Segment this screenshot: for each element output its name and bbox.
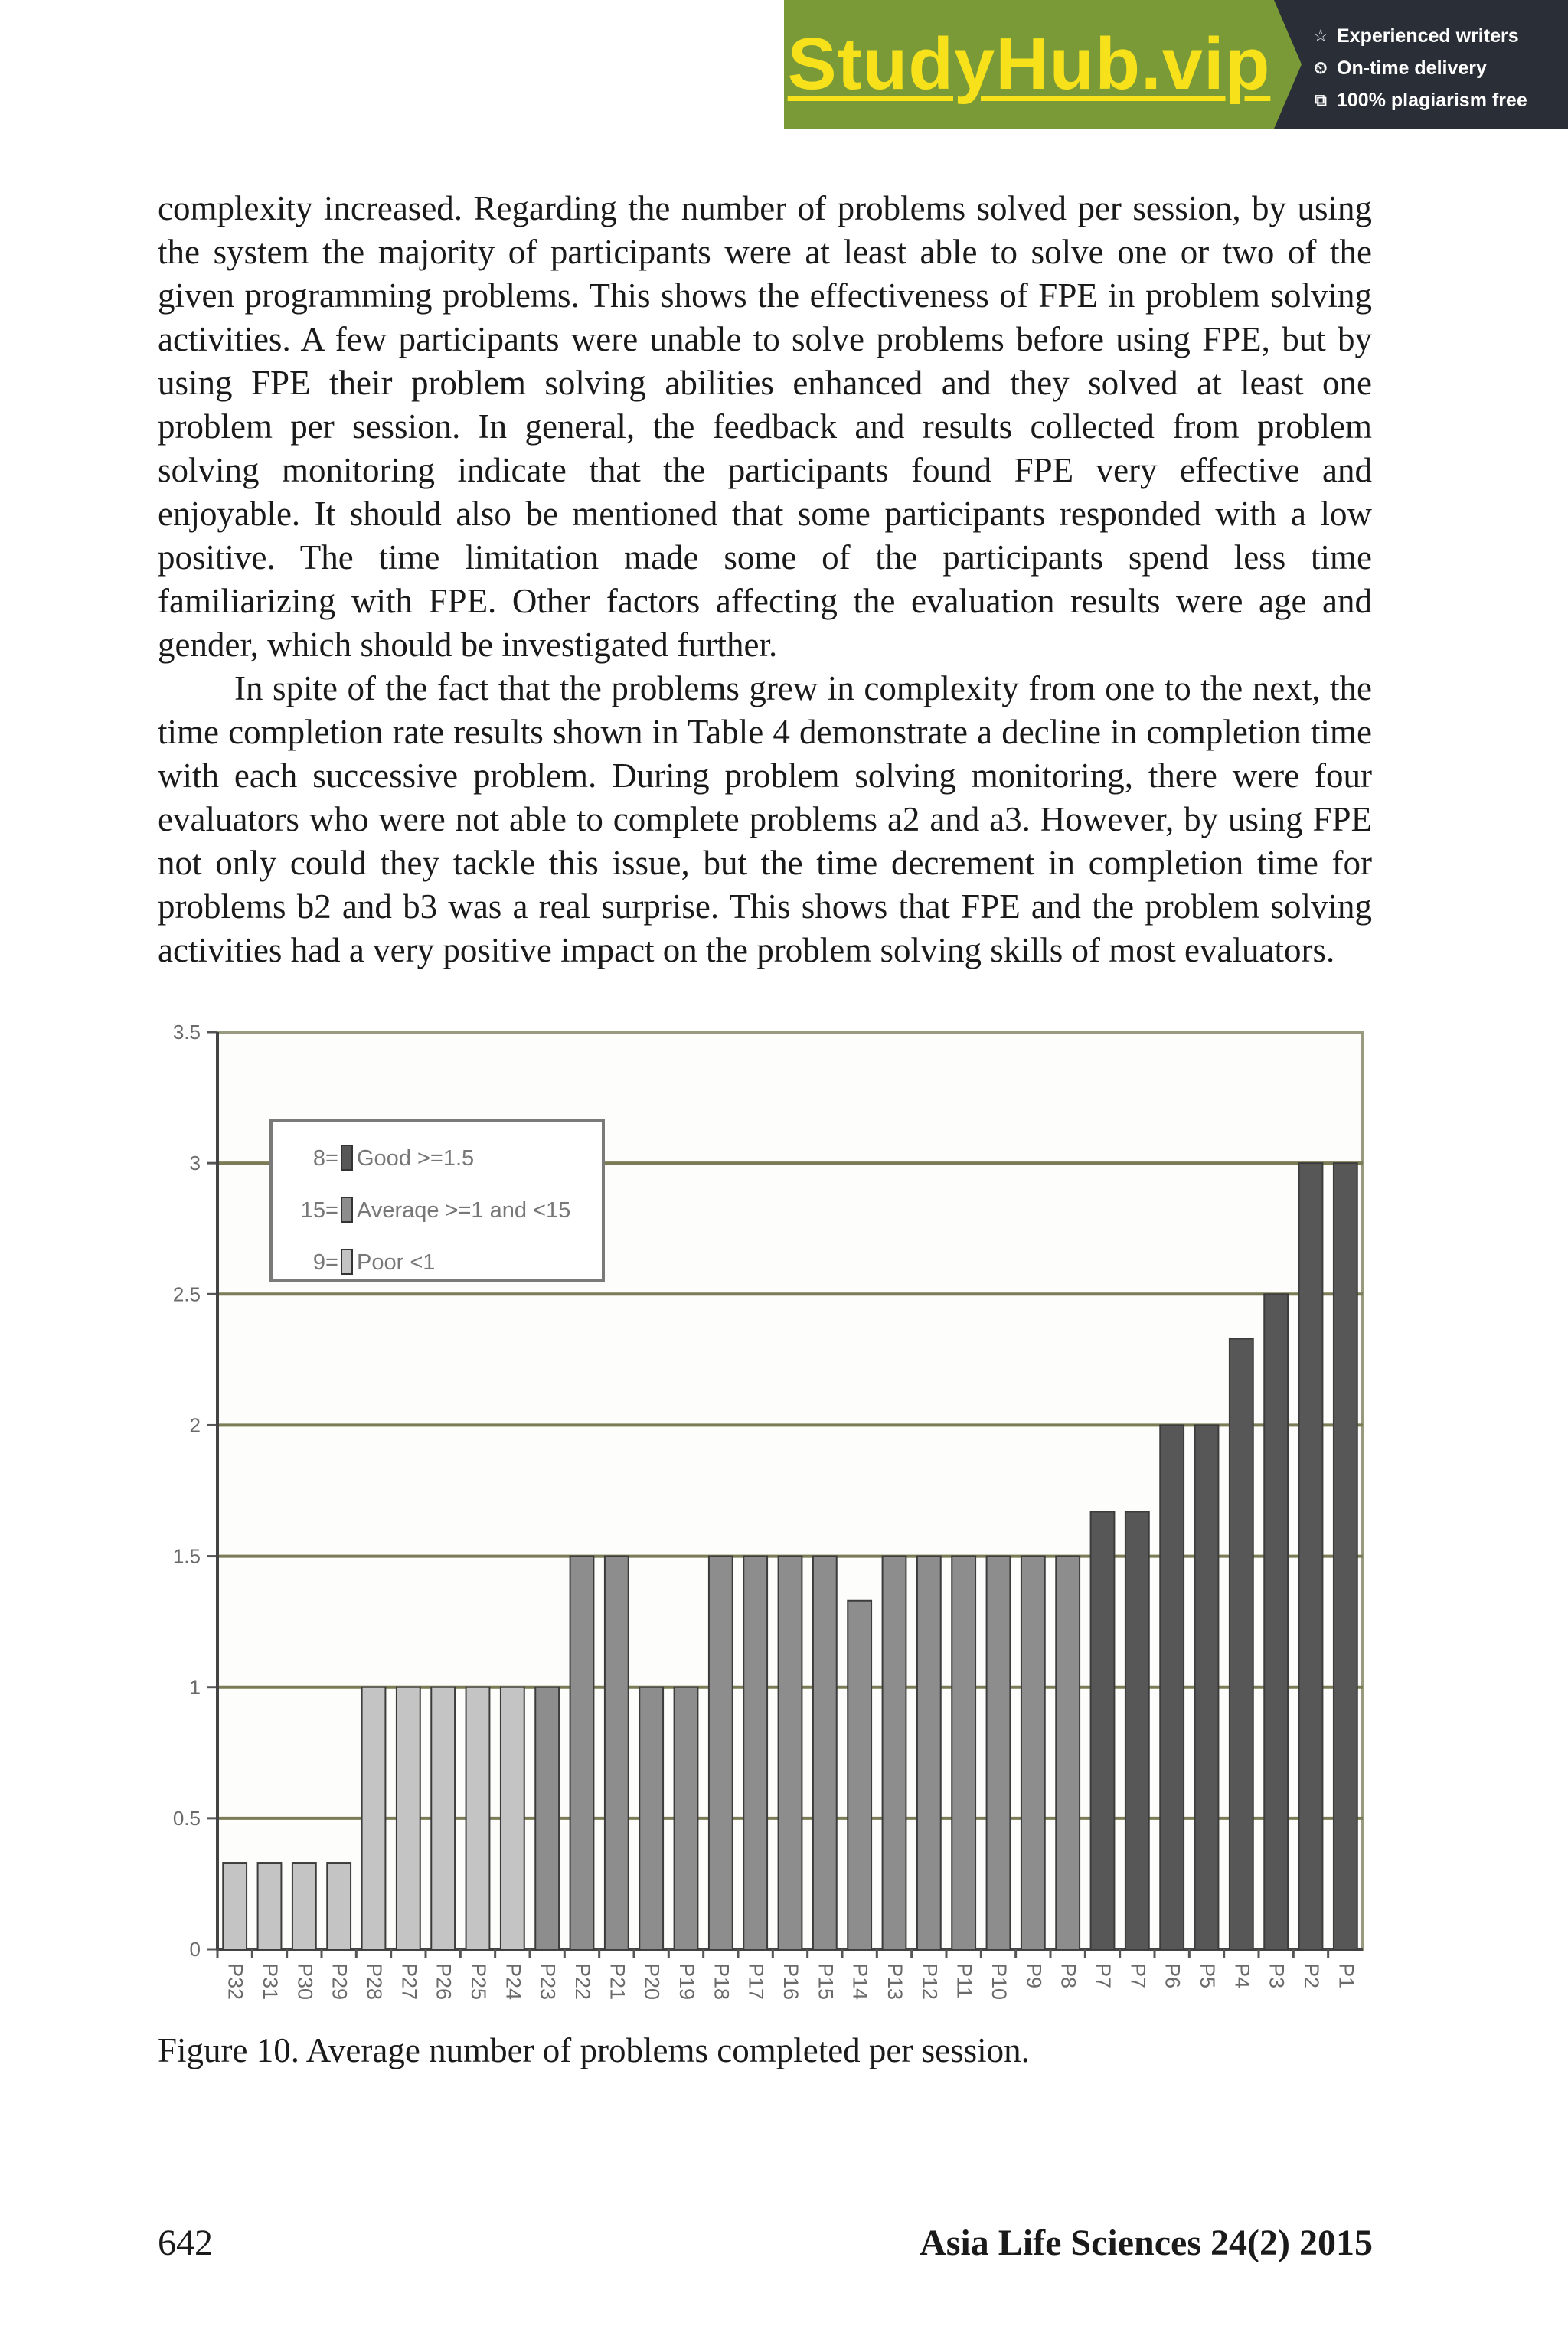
x-tick-label: P19 [675, 1963, 698, 2001]
y-tick-label: 2.5 [172, 1282, 201, 1306]
bar [605, 1557, 629, 1949]
bar [1264, 1294, 1288, 1949]
bar-chart [145, 1015, 1386, 2026]
clock-icon: ⏲ [1314, 58, 1328, 77]
bar [362, 1687, 386, 1949]
y-tick-label: 3 [189, 1152, 201, 1175]
bar [223, 1863, 247, 1949]
feature-text: On-time delivery [1337, 57, 1487, 79]
y-tick-label: 0.5 [172, 1806, 201, 1830]
x-tick-label: P10 [988, 1963, 1011, 2001]
bar [431, 1687, 455, 1949]
bar [466, 1687, 490, 1949]
y-tick-label: 1.5 [172, 1544, 201, 1568]
legend-swatch [341, 1250, 352, 1274]
feature-text: 100% plagiarism free [1337, 89, 1527, 111]
bar [570, 1557, 594, 1949]
x-tick-label: P24 [501, 1963, 525, 2001]
x-tick-label: P31 [259, 1963, 282, 2001]
bar [779, 1557, 802, 1949]
x-tick-label: P16 [779, 1963, 802, 2001]
feature-item [1311, 20, 1568, 52]
bar [848, 1601, 871, 1949]
bar [1230, 1338, 1253, 1949]
x-tick-label: P18 [710, 1963, 733, 2001]
feature-item [1311, 84, 1568, 116]
x-tick-label: P14 [848, 1963, 872, 2001]
bar [501, 1687, 524, 1949]
bar [258, 1863, 282, 1949]
bar [813, 1557, 837, 1949]
body-text [158, 187, 1372, 972]
legend-label: Poor <1 [357, 1250, 436, 1275]
bar [675, 1687, 698, 1949]
x-tick-label: P5 [1196, 1963, 1219, 1989]
legend-count: 8= [312, 1146, 338, 1171]
x-tick-label: P4 [1230, 1963, 1254, 1989]
x-tick-label: P23 [536, 1963, 560, 2001]
x-tick-label: P25 [467, 1963, 490, 2001]
legend-swatch [341, 1197, 352, 1222]
bar [639, 1687, 663, 1949]
bar [535, 1687, 559, 1949]
page-number: 642 [158, 2223, 213, 2263]
bar [952, 1557, 975, 1949]
x-tick-label: P6 [1161, 1963, 1184, 1989]
bar [1334, 1163, 1357, 1949]
bar [292, 1863, 316, 1949]
x-tick-label: P2 [1300, 1963, 1323, 1989]
x-tick-label: P3 [1265, 1963, 1289, 1989]
bar [397, 1687, 420, 1949]
promo-banner[interactable] [784, 0, 1568, 129]
bar [1195, 1425, 1219, 1949]
bar [709, 1557, 733, 1949]
banner-arrow-shape [1274, 0, 1302, 129]
bar [1299, 1163, 1323, 1949]
brand-logo[interactable] [784, 0, 1274, 129]
x-tick-label: P30 [293, 1963, 317, 2001]
x-tick-label: P22 [571, 1963, 594, 2001]
bar [1160, 1425, 1184, 1949]
legend-label: Good >=1.5 [357, 1146, 475, 1171]
x-tick-label: P12 [918, 1963, 942, 2001]
x-tick-label: P15 [814, 1963, 838, 2001]
y-tick-label: 2 [189, 1413, 201, 1437]
x-tick-label: P32 [224, 1963, 247, 2001]
feature-item [1311, 52, 1568, 84]
x-tick-label: P21 [606, 1963, 629, 2001]
bar [917, 1557, 941, 1949]
bar [743, 1557, 767, 1949]
feature-list [1302, 0, 1568, 129]
x-tick-label: P7 [1092, 1963, 1115, 1989]
x-tick-label: P13 [884, 1963, 906, 2001]
bar [1091, 1511, 1115, 1949]
x-tick-label: P11 [952, 1963, 976, 1999]
x-tick-label: P20 [640, 1963, 664, 2001]
bar [327, 1863, 351, 1949]
x-tick-label: P26 [432, 1963, 456, 2001]
paragraph: complexity increased. Regarding the number of problems solved per session, by using the system the majority of participants were at least able to solve one or two of the given programming problems. This shows the effectiveness of FPE in problem solving activities. A few participants were unable to solve problems before using FPE, but by using FPE their problem solving abilities enhanced and they solved at least one problem per session. In general, the feedback and results collected from problem solving monitoring indicate that the participants found FPE very effective and enjoyable. It should also be mentioned that some participants responded with a low positive. The time limitation made some of the participants spend less time familiarizing with FPE. Other factors affecting the evaluation results were age and gender, which should be investigated further. [158, 189, 1372, 664]
legend-swatch [341, 1145, 352, 1170]
x-tick-label: P7 [1126, 1963, 1150, 1989]
bar [883, 1557, 906, 1949]
x-tick-label: P17 [744, 1963, 768, 2001]
paragraph: In spite of the fact that the problems grew in complexity from one to the next, the time completion rate results shown in Table 4 demonstrate a decline in completion time with each successive problem. During problem solving monitoring, there were four evaluators who were not able to complete problems a2 and a3. However, by using FPE not only could they tackle this issue, but the time decrement in completion time for problems b2 and b3 was a real surprise. This shows that FPE and the problem solving activities had a very positive impact on the problem solving skills of most evaluators. [158, 669, 1372, 969]
brand-name: StudyHub.vip [787, 23, 1271, 105]
x-tick-label: P28 [363, 1963, 386, 2001]
x-tick-label: P27 [397, 1963, 421, 2001]
copy-icon: ⧉ [1315, 90, 1327, 109]
y-tick-label: 0 [189, 1938, 201, 1961]
bar [1056, 1557, 1080, 1949]
legend-count: 9= [312, 1250, 338, 1275]
bar [1021, 1557, 1045, 1949]
figure-caption: Figure 10. Average number of problems completed per session. [158, 2031, 1030, 2069]
legend-label: Averaqe >=1 and <15 [357, 1198, 571, 1223]
y-tick-label: 1 [189, 1675, 201, 1699]
feature-text: Experienced writers [1337, 24, 1519, 47]
star-icon: ☆ [1313, 26, 1328, 45]
x-tick-label: P9 [1022, 1963, 1046, 1989]
bar [1125, 1511, 1149, 1949]
y-tick-label: 3.5 [172, 1021, 201, 1044]
x-tick-label: P1 [1334, 1963, 1358, 1989]
bar [987, 1557, 1011, 1949]
legend-count: 15= [300, 1198, 338, 1223]
x-tick-label: P8 [1057, 1963, 1080, 1989]
journal-name: Asia Life Sciences 24(2) 2015 [920, 2223, 1373, 2263]
x-tick-label: P29 [328, 1963, 351, 2001]
